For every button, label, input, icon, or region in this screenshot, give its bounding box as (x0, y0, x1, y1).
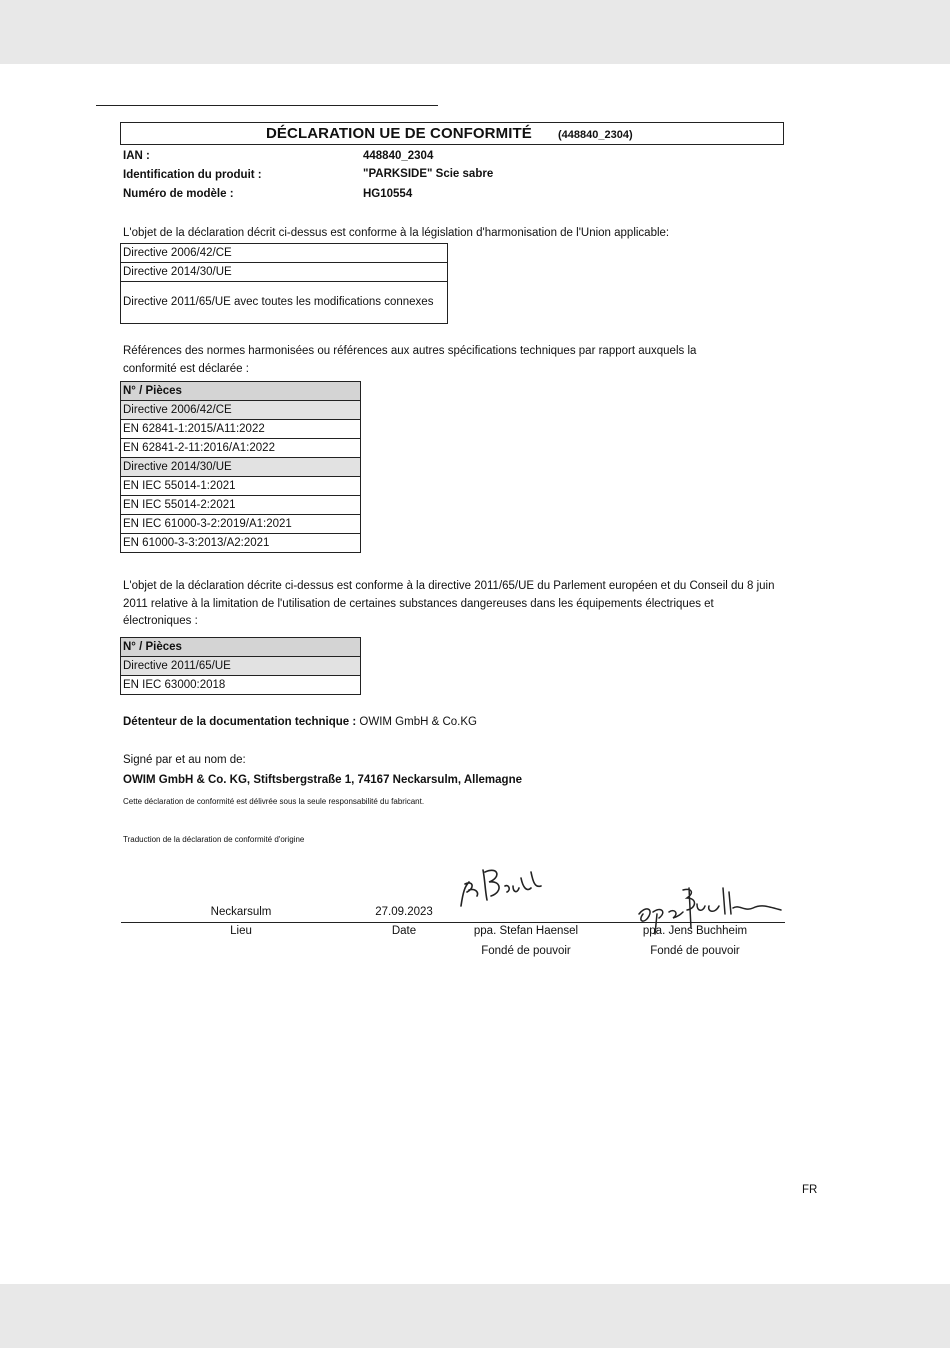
table-row: EN IEC 55014-1:2021 (121, 477, 361, 496)
directive-cell: Directive 2011/65/UE avec toutes les modifications connexes (121, 282, 448, 324)
top-margin-band (0, 0, 950, 64)
date-value: 27.09.2023 (375, 906, 433, 918)
language-code: FR (802, 1184, 818, 1196)
signed-by-text: Signé par et au nom de: (123, 754, 246, 766)
directive-cell: Directive 2014/30/UE (121, 263, 448, 282)
product-id-value: "PARKSIDE" Scie sabre (363, 168, 494, 180)
signer2-name: ppa. Jens Buchheim (642, 925, 748, 937)
tech-doc-holder-label: Détenteur de la documentation technique : (123, 716, 357, 728)
product-id-label: Identification du produit : (123, 169, 262, 181)
directive-cell: Directive 2006/42/CE (121, 244, 448, 263)
table-row: Directive 2006/42/CE (121, 401, 361, 420)
rohs-table (120, 637, 361, 695)
bottom-margin-band (0, 1284, 950, 1348)
model-label: Numéro de modèle : (123, 188, 234, 200)
tech-doc-holder-value: OWIM GmbH & Co.KG (356, 716, 477, 728)
signature-haensel-image (455, 862, 545, 922)
table-row: Directive 2014/30/UE (121, 458, 361, 477)
signer1-title: Fondé de pouvoir (481, 945, 571, 957)
ian-value: 448840_2304 (363, 150, 434, 162)
signer2-title: Fondé de pouvoir (650, 945, 740, 957)
model-value: HG10554 (363, 188, 413, 200)
table-row: EN 61000-3-3:2013/A2:2021 (121, 534, 361, 553)
table-row: EN IEC 63000:2018 (121, 676, 361, 695)
document-title: DÉCLARATION UE DE CONFORMITÉ (266, 125, 532, 142)
signer1-name: ppa. Stefan Haensel (473, 925, 579, 937)
table-row: EN IEC 55014-2:2021 (121, 496, 361, 515)
place-label: Lieu (230, 925, 252, 937)
place-value: Neckarsulm (210, 906, 272, 918)
tech-doc-holder (123, 716, 477, 728)
company-address: OWIM GmbH & Co. KG, Stiftsbergstraße 1, 74167 Neckarsulm, Allemagne (123, 774, 522, 786)
table-header: N° / Pièces (121, 382, 361, 401)
table-row: EN 62841-2-11:2016/A1:2022 (121, 439, 361, 458)
document-code: (448840_2304) (558, 129, 633, 141)
standards-table (120, 381, 361, 553)
table-header: N° / Pièces (121, 638, 361, 657)
table-row: EN IEC 61000-3-2:2019/A1:2021 (121, 515, 361, 534)
translation-note: Traduction de la déclaration de conformité d'origine (123, 835, 305, 844)
responsibility-note: Cette déclaration de conformité est délivrée sous la seule responsabilité du fabricant. (123, 797, 425, 806)
standards-text: Références des normes harmonisées ou références aux autres spécifications techniques par rapport auxquels la conformité est déclarée : (123, 345, 697, 375)
table-row: EN 62841-1:2015/A11:2022 (121, 420, 361, 439)
top-rule (96, 105, 438, 106)
ian-label: IAN : (123, 150, 150, 162)
intro-text: L'objet de la déclaration décrit ci-dessus est conforme à la législation d'harmonisation de l'Union applicable: (123, 227, 670, 239)
date-label: Date (391, 925, 417, 937)
table-row: Directive 2011/65/UE (121, 657, 361, 676)
signature-line (121, 922, 785, 923)
directives-table (120, 243, 448, 324)
rohs-text: L'objet de la déclaration décrite ci-dessus est conforme à la directive 2011/65/UE du Parlement européen et du Conseil du 8 juin 2011 relative à la limitation de l'utilisation de certaines substances dangereuses dans les équipements électriques et électroniques : (123, 580, 775, 627)
